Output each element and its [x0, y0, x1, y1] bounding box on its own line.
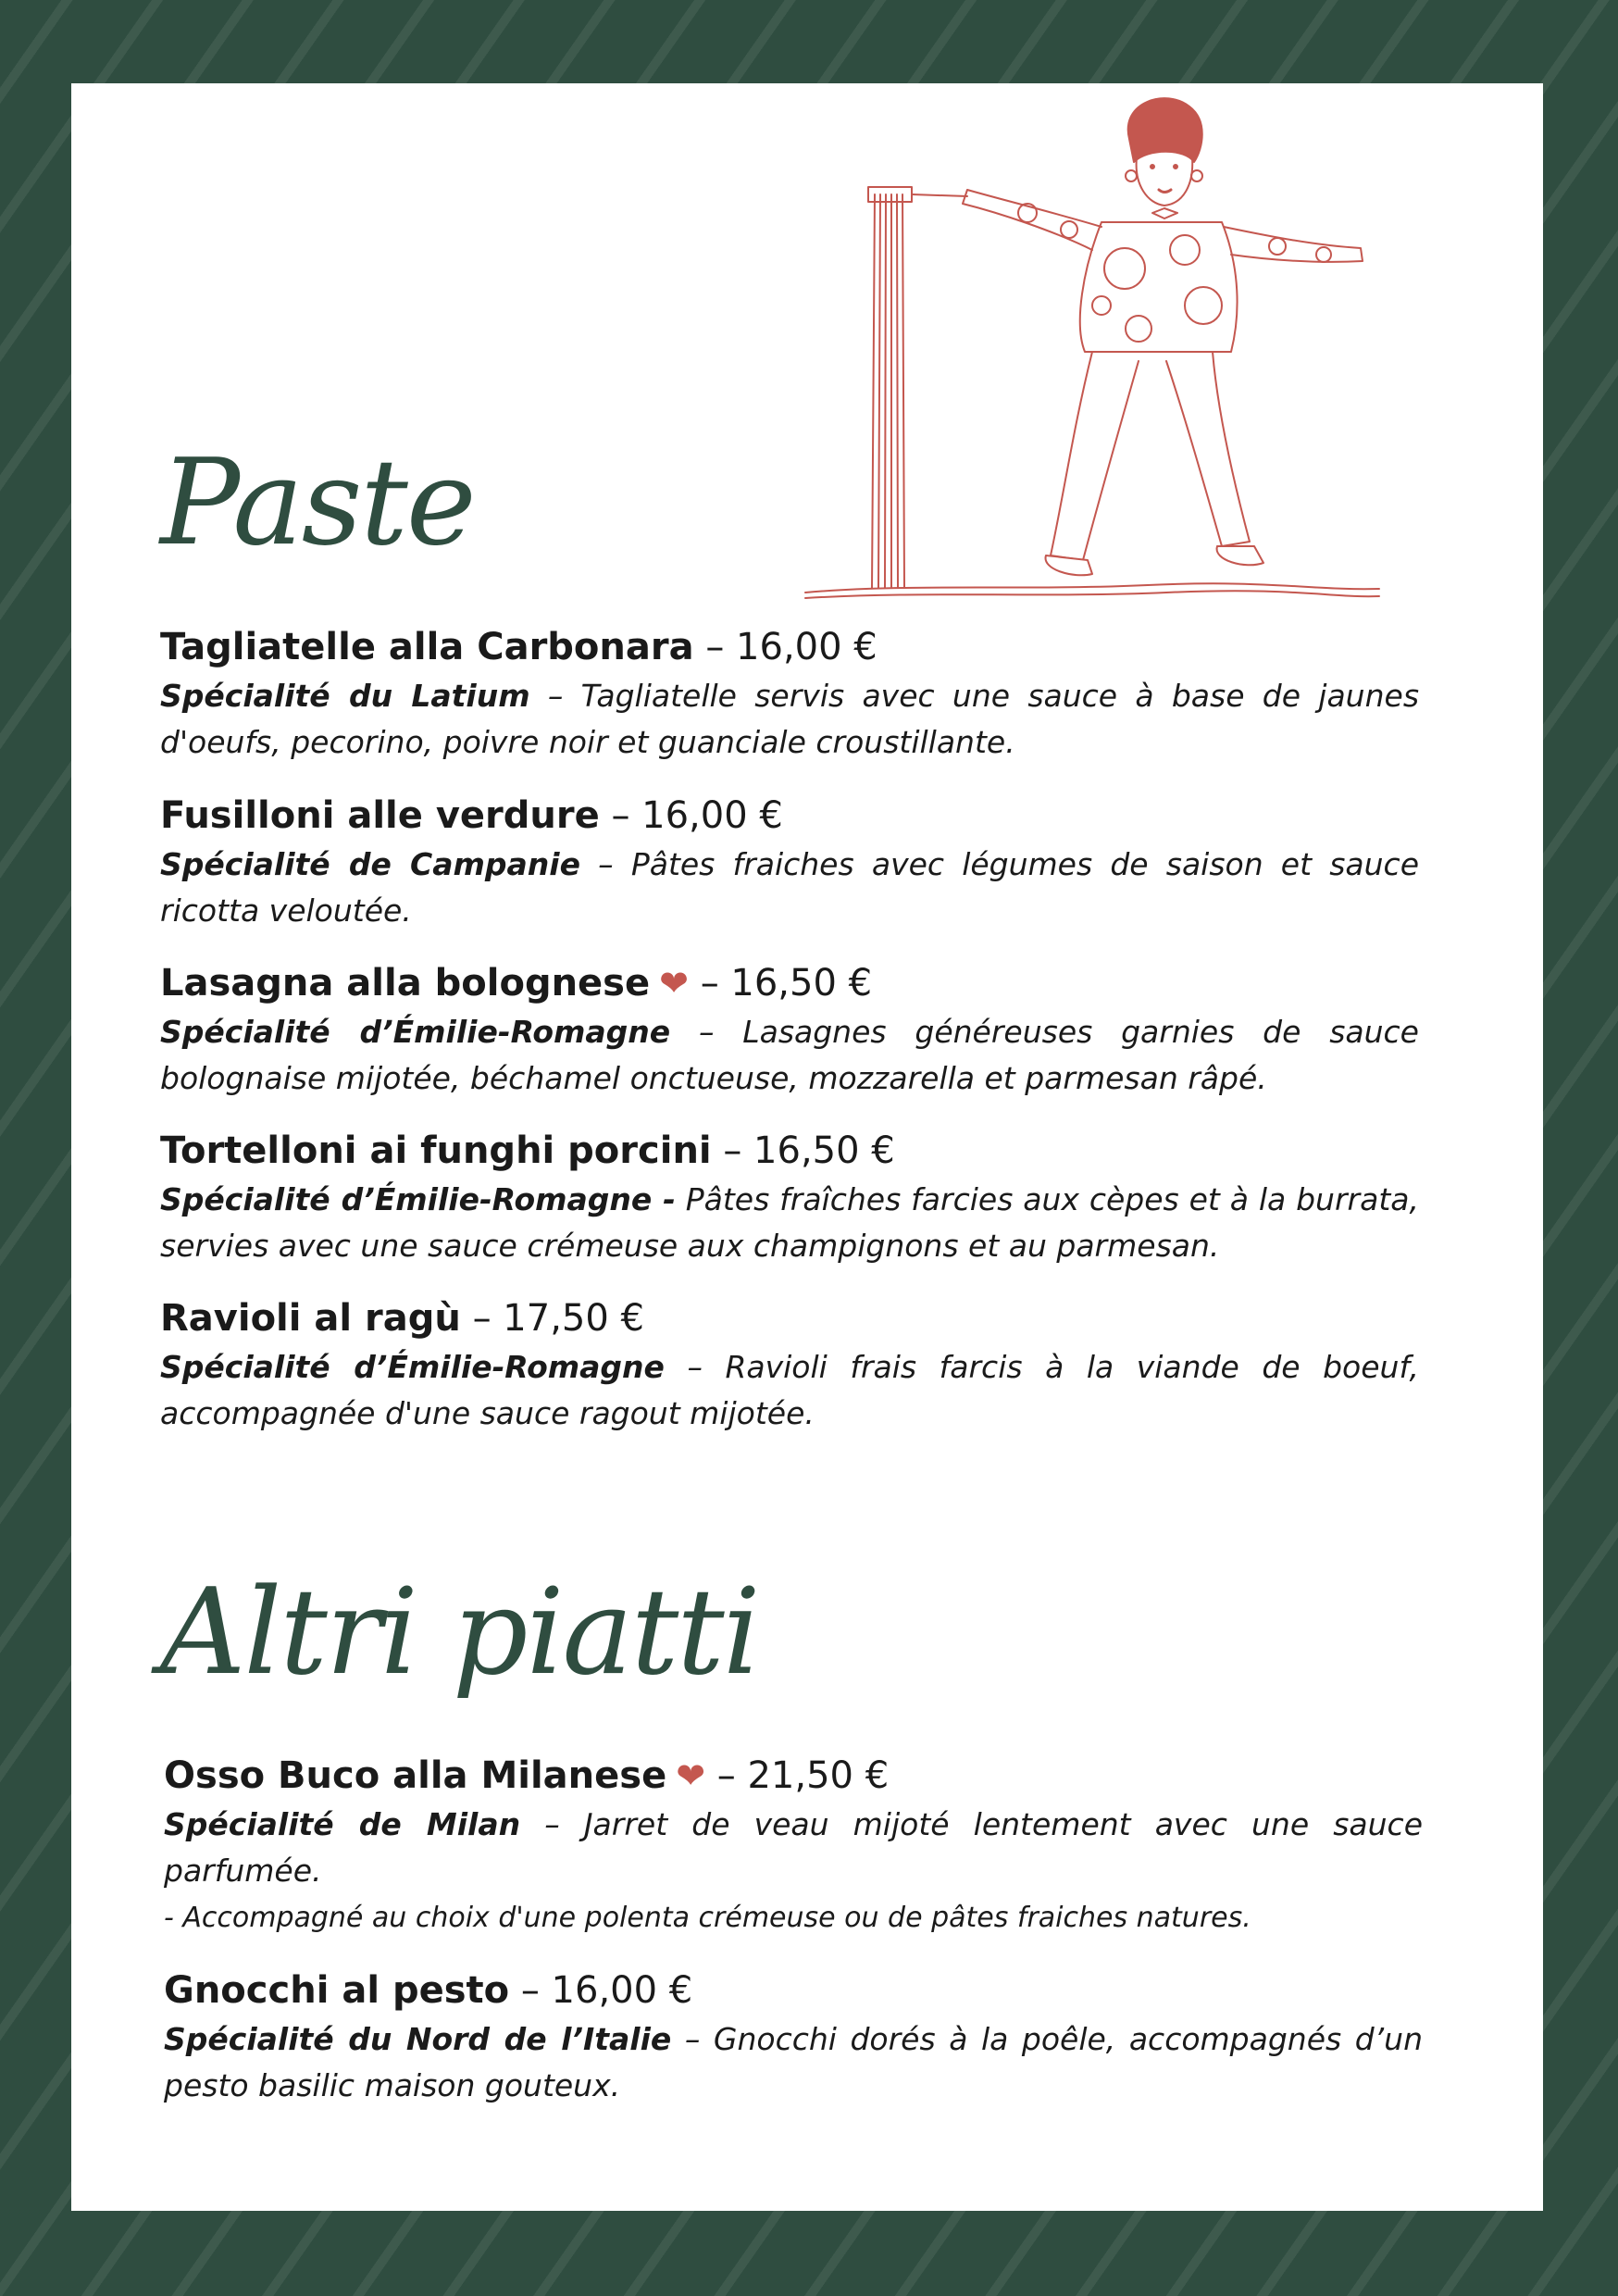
dish-origin: Spécialité d’Émilie-Romagne - — [160, 1181, 676, 1217]
menu-item-tortelloni — [160, 1127, 1419, 1269]
dish-description: – Ravioli frais farcis à la viande de boeuf, accompagnée d'une sauce ragout mijotée. — [160, 1349, 1419, 1431]
menu-item-gnocchi — [164, 1966, 1423, 2109]
dish-price: – 16,50 € — [700, 962, 873, 1004]
dish-origin: Spécialité du Nord de l’Italie — [164, 2021, 672, 2057]
dish-name: Fusilloni alle verdure — [160, 794, 600, 837]
menu-item-lasagna — [160, 959, 1419, 1102]
dish-description: – Gnocchi dorés à la poêle, accompagnés d’un pesto basilic maison gouteux. — [164, 2021, 1423, 2103]
dish-origin: Spécialité d’Émilie-Romagne — [160, 1014, 671, 1050]
heart-icon: ❤ — [659, 963, 689, 1004]
section-title-altri-piatti: Altri piatti — [160, 1564, 759, 1702]
dish-price: – 16,50 € — [723, 1129, 895, 1172]
dish-price: – 16,00 € — [520, 1969, 693, 2012]
dish-origin: Spécialité d’Émilie-Romagne — [160, 1349, 665, 1385]
dish-description: – Jarret de veau mijoté lentement avec une sauce parfumée. — [164, 1806, 1423, 1889]
dish-description: – Tagliatelle servis avec une sauce à base de jaunes d'oeufs, pecorino, poivre noir et guanciale croustillante. — [160, 678, 1420, 760]
dish-name: Osso Buco alla Milanese — [164, 1754, 667, 1797]
dish-description: Pâtes fraîches farcies aux cèpes et à la burrata, servies avec une sauce crémeuse aux champignons et au parmesan. — [160, 1181, 1419, 1264]
dish-origin: Spécialité de Campanie — [160, 846, 580, 882]
dish-price: – 16,00 € — [611, 794, 783, 837]
dish-note: - Accompagné au choix d'une polenta crémeuse ou de pâtes fraiches natures. — [164, 1902, 1251, 1934]
menu-item-osso-buco — [164, 1752, 1423, 1939]
heart-icon: ❤ — [676, 1755, 706, 1796]
menu-item-tagliatelle — [160, 623, 1419, 766]
dish-description: – Lasagnes généreuses garnies de sauce bolognaise mijotée, béchamel onctueuse, mozzarella et parmesan râpé. — [160, 1014, 1419, 1096]
dish-name: Tortelloni ai funghi porcini — [160, 1129, 712, 1172]
menu-item-ravioli — [160, 1294, 1419, 1437]
dish-description: – Pâtes fraiches avec légumes de saison et sauce ricotta veloutée. — [160, 846, 1419, 929]
dish-price: – 16,00 € — [705, 626, 877, 668]
dish-price: – 17,50 € — [472, 1297, 644, 1340]
dish-name: Tagliatelle alla Carbonara — [160, 626, 694, 668]
section-title-paste: Paste — [160, 434, 475, 572]
dish-price: – 21,50 € — [716, 1754, 890, 1797]
dish-name: Gnocchi al pesto — [164, 1969, 510, 2012]
dish-name: Ravioli al ragù — [160, 1297, 461, 1340]
woman-holding-spaghetti-icon — [796, 83, 1388, 620]
dish-origin: Spécialité de Milan — [164, 1806, 521, 1842]
menu-item-fusilloni — [160, 792, 1419, 934]
dish-name: Lasagna alla bolognese — [160, 962, 651, 1004]
dish-origin: Spécialité du Latium — [160, 678, 530, 714]
